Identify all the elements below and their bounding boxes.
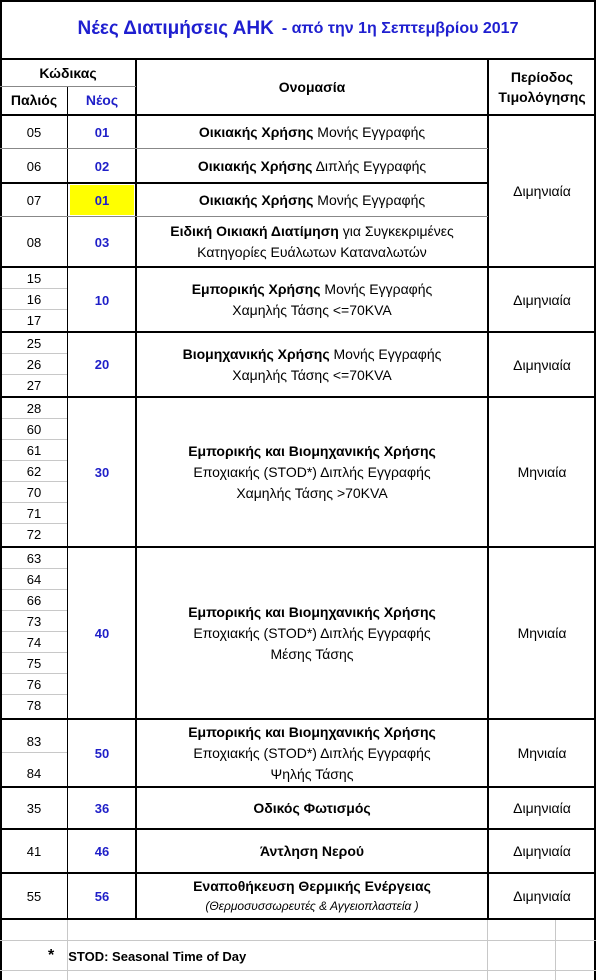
old-code: 26 (26, 356, 42, 372)
old-code: 61 (26, 442, 42, 458)
tariff-name (136, 720, 488, 786)
old-code: 71 (26, 505, 42, 521)
footnote-text: STOD: Seasonal Time of Day (68, 948, 247, 964)
old-code: 55 (26, 888, 42, 904)
old-code: 83 (26, 733, 42, 749)
old-code: 05 (26, 124, 42, 140)
old-code: 72 (26, 526, 42, 542)
billing-period: Διμηνιαία (513, 292, 571, 308)
old-code: 62 (26, 463, 42, 479)
billing-period: Διμηνιαία (513, 888, 571, 904)
name-rest: Διπλής Εγγραφής (312, 157, 427, 174)
name-line2: Κατηγορίες Ευάλωτων Καταναλωτών (197, 244, 427, 260)
header-codes: Κώδικας (39, 65, 97, 81)
new-code: 02 (94, 158, 110, 174)
new-code: 56 (94, 888, 110, 904)
tariff-name (136, 268, 488, 332)
new-code: 03 (94, 234, 110, 250)
name-rest: Μονής Εγγραφής (329, 345, 442, 362)
name-line3: Χαμηλής Τάσης >70KVA (236, 484, 388, 501)
new-code: 01 (94, 124, 110, 140)
old-code: 74 (26, 634, 42, 650)
title-sub: - από την 1η Σεπτεμβρίου 2017 (281, 20, 519, 37)
header-old: Παλιός (10, 92, 58, 108)
new-code: 46 (94, 843, 110, 859)
tariff-name (136, 830, 488, 872)
old-code: 25 (26, 335, 42, 351)
old-code: 78 (26, 697, 42, 713)
name-bold: Εμπορικής και Βιομηχανικής Χρήσης (188, 603, 436, 620)
billing-period: Διμηνιαία (513, 356, 571, 373)
name-rest: Μονής Εγγραφής (313, 191, 426, 208)
name-rest: Μονής Εγγραφής (320, 281, 433, 297)
name-rest: Μονής Εγγραφής (313, 123, 426, 140)
name-line2: Εποχιακής (STOD*) Διπλής Εγγραφής (193, 744, 431, 761)
billing-period: Διμηνιαία (513, 800, 571, 816)
tariff-name (136, 150, 488, 182)
name-bold: Εμπορικής Χρήσης (191, 281, 321, 297)
name-bold: Εναποθήκευση Θερμικής Ενέργειας (193, 878, 431, 894)
new-code: 50 (94, 745, 110, 761)
tariff-name (136, 788, 488, 828)
old-code: 06 (26, 158, 42, 174)
new-code-highlighted: 01 (70, 185, 134, 215)
old-code: 15 (26, 270, 42, 286)
name-line2: Εποχιακής (STOD*) Διπλής Εγγραφής (193, 463, 431, 480)
old-code: 08 (26, 234, 42, 250)
header-new: Νέος (85, 92, 119, 108)
name-line2: Εποχιακής (STOD*) Διπλής Εγγραφής (193, 624, 431, 641)
old-code: 41 (26, 843, 42, 859)
old-code: 75 (26, 655, 42, 671)
name-bold: Οικιακής Χρήσης (198, 123, 314, 140)
name-bold: Οικιακής Χρήσης (197, 157, 313, 174)
old-code: 35 (26, 800, 42, 816)
old-code: 60 (26, 421, 42, 437)
name-rest: για Συγκεκριμένες (338, 223, 454, 239)
name-bold: Βιομηχανικής Χρήσης (182, 345, 330, 362)
billing-period: Μηνιαία (517, 625, 567, 641)
name-bold: Άντληση Νερού (259, 842, 365, 859)
tariff-name (136, 874, 488, 918)
name-bold: Εμπορικής και Βιομηχανικής Χρήσης (188, 723, 436, 740)
tariff-name (136, 548, 488, 718)
old-code: 84 (26, 765, 42, 781)
name-small: (Θερμοσυσσωρευτές & Αγγειοπλαστεία ) (205, 899, 419, 913)
name-line3: Μέσης Τάσης (270, 645, 354, 662)
old-code: 27 (26, 377, 42, 393)
old-code: 66 (26, 592, 42, 608)
billing-period: Διμηνιαία (513, 183, 571, 199)
billing-period: Μηνιαία (517, 464, 567, 480)
name-bold: Ειδική Οικιακή Διατίμηση (170, 223, 339, 239)
old-code: 63 (26, 550, 42, 566)
new-code: 30 (94, 464, 110, 480)
old-code: 76 (26, 676, 42, 692)
tariff-name (136, 398, 488, 546)
old-code: 73 (26, 613, 42, 629)
old-code: 17 (26, 312, 42, 328)
name-bold: Οικιακής Χρήσης (198, 191, 314, 208)
header-period: Περίοδος Τιμολόγησης (498, 69, 586, 105)
footnote (48, 942, 246, 970)
new-code: 10 (94, 292, 110, 308)
tariff-name (136, 333, 488, 396)
tariff-name (136, 184, 488, 216)
tariff-name (136, 218, 488, 266)
new-code: 36 (94, 800, 110, 816)
old-code: 16 (26, 291, 42, 307)
old-code: 28 (26, 400, 42, 416)
new-code: 20 (94, 357, 110, 372)
footnote-star: * (48, 947, 55, 964)
name-line2: Χαμηλής Τάσης <=70KVA (232, 366, 392, 383)
name-bold: Οδικός Φωτισμός (253, 799, 371, 816)
new-code: 40 (94, 625, 110, 641)
old-code: 07 (26, 192, 42, 208)
header-name: Ονομασία (278, 79, 346, 95)
billing-period: Μηνιαία (517, 745, 567, 761)
billing-period: Διμηνιαία (513, 843, 571, 859)
page-title (0, 0, 596, 58)
old-code: 64 (26, 571, 42, 587)
name-line3: Ψηλής Τάσης (270, 765, 354, 782)
old-code: 70 (26, 484, 42, 500)
name-line2: Χαμηλής Τάσης <=70KVA (232, 302, 392, 318)
name-bold: Εμπορικής και Βιομηχανικής Χρήσης (188, 442, 436, 459)
tariff-name (136, 116, 488, 148)
title-main: Νέες Διατιμήσεις ΑΗΚ (77, 18, 274, 39)
